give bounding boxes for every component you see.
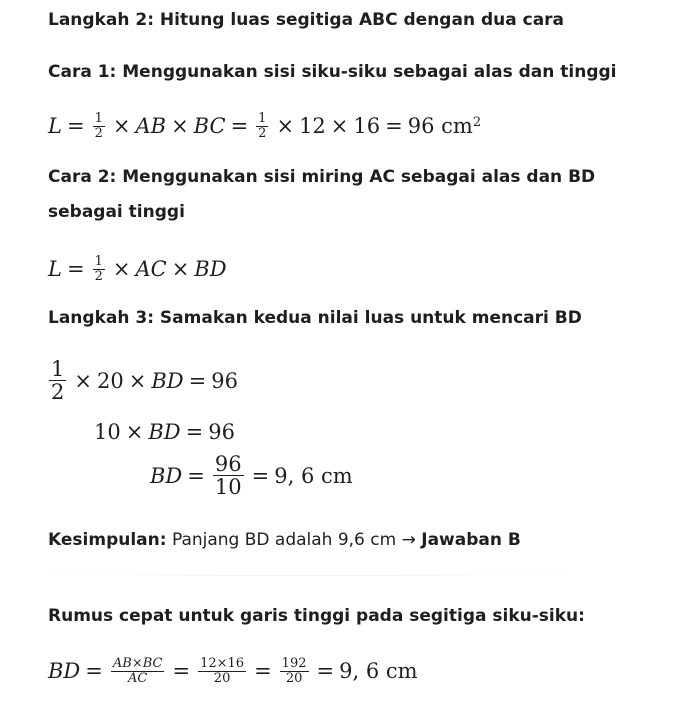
equation-line-2: 10 × BD = 96: [94, 420, 235, 444]
fraction-192-over-20: $\frac{192}{20}$: [281, 656, 307, 686]
fraction-ab-bc-over-ac: $\frac{AB\times BC}{AC}$: [112, 656, 163, 686]
way2-heading-line2: sebagai tinggi: [48, 202, 185, 222]
fraction-12x16-over-20: $\frac{12\times 16}{20}$: [200, 656, 245, 686]
fraction-half: $\frac{1}{2}$: [94, 111, 103, 141]
area-formula-way2: L = $\frac{1}{2}$ × AC × BD: [48, 254, 227, 284]
step2-heading: Langkah 2: Hitung luas segitiga ABC dengan dua cara: [48, 10, 565, 30]
way1-heading: Cara 1: Menggunakan sisi siku-siku sebagai alas dan tinggi: [48, 62, 617, 82]
conclusion-answer: Jawaban B: [421, 530, 521, 550]
fraction-half: $\frac{1}{2}$: [51, 357, 65, 405]
step3-heading: Langkah 3: Samakan kedua nilai luas untuk mencari BD: [48, 308, 582, 328]
equation-line-3: BD = $\frac{96}{10}$ = 9, 6 cm: [150, 452, 353, 500]
quick-formula-heading: Rumus cepat untuk garis tinggi pada segitiga siku-siku:: [48, 606, 585, 626]
area-formula-way1: L = $\frac{1}{2}$ × AB × BC = $\frac{1}{2}$ × 12 × 16 = 96 cm 2: [48, 111, 482, 141]
conclusion-text: Panjang BD adalah 9,6 cm →: [166, 530, 422, 550]
fraction-96-over-10: $\frac{96}{10}$: [214, 452, 242, 500]
way2-heading-line1: Cara 2: Menggunakan sisi miring AC sebagai alas dan BD: [48, 167, 596, 187]
fraction-half: $\frac{1}{2}$: [258, 111, 267, 141]
equation-line-1: $\frac{1}{2}$ × 20 × BD = 96: [51, 357, 238, 405]
fraction-half: $\frac{1}{2}$: [94, 254, 103, 284]
conclusion: [48, 524, 521, 557]
section-divider: [40, 575, 580, 576]
conclusion-label: Kesimpulan:: [48, 530, 167, 550]
quick-formula: BD = $\frac{AB\times BC}{AC}$ = $\frac{12\times 16}{20}$ = $\frac{192}{20}$ = 9, 6 cm: [48, 656, 418, 686]
